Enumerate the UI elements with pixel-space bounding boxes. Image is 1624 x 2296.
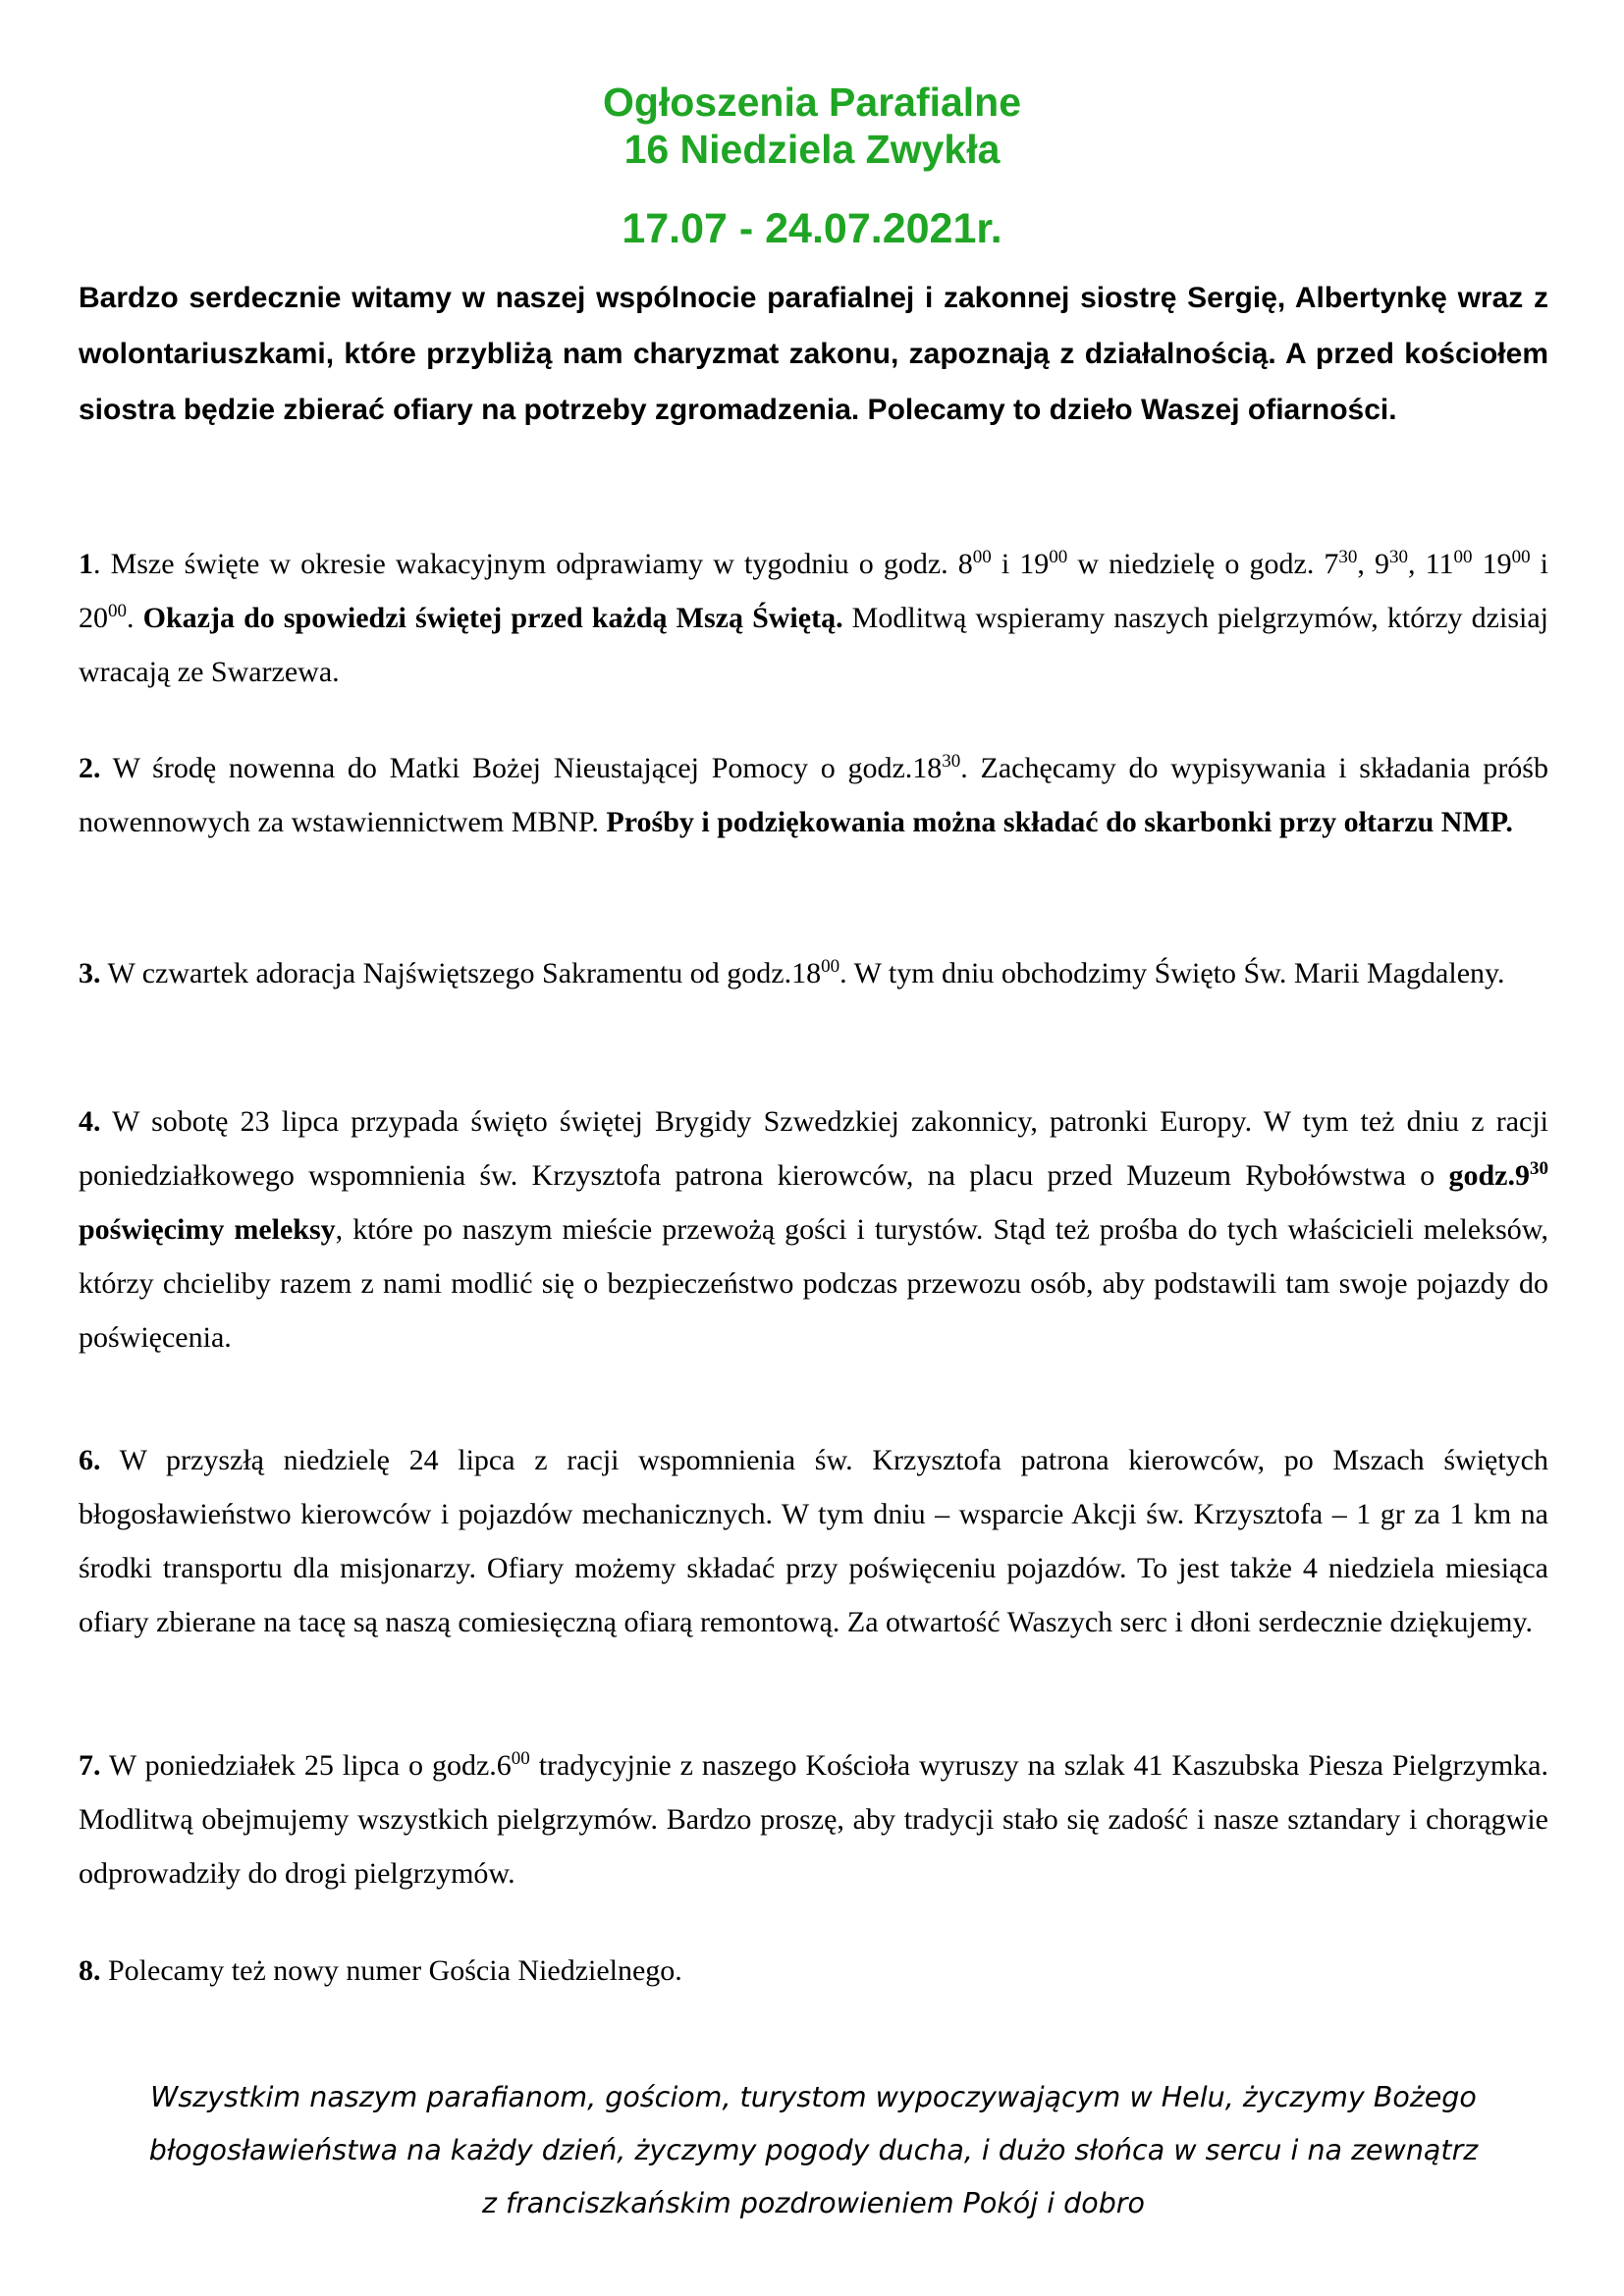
closing-line: Wszystkim naszym parafianom, gościom, turystom wypoczywającym w Helu, życzymy Bożego	[150, 2081, 1477, 2113]
item-number: 1	[79, 548, 93, 580]
closing-greeting	[79, 2071, 1548, 2230]
welcome-paragraph: Bardzo serdecznie witamy w naszej wspólnocie parafialnej i zakonnej siostrę Sergię, Albertynkę wraz z wolontariuszkami, które przybliżą nam charyzmat zakonu, zapoznają z działalnością. A przed kościołem siostra będzie zbierać ofiary na potrzeby zgromadzenia. Polecamy to dzieło Waszej ofiarności.	[79, 282, 1548, 426]
item-number: 6.	[79, 1444, 101, 1476]
page-subtitle: 16 Niedziela Zwykła	[623, 127, 1001, 172]
item-number: 7.	[79, 1749, 101, 1782]
date-range: 17.07 - 24.07.2021r.	[622, 205, 1002, 252]
closing-line: błogosławieństwa na każdy dzień, życzymy pogody ducha, i dużo słońca w sercu i na zewnątrz	[148, 2134, 1479, 2166]
closing-line: z franciszkańskim pozdrowieniem Pokój i dobro	[482, 2187, 1145, 2219]
item-number: 4.	[79, 1105, 101, 1138]
item-number: 2.	[79, 752, 101, 784]
blessing-note: poświęcimy meleksy	[79, 1213, 336, 1246]
announcement-1: 1. Msze święte w okresie wakacyjnym odprawiamy w tygodniu o godz. $8^{00}$ i $19^{00}$ w niedzielę o godz. $7^{30}$, $9^{30}$, $11^{00}$ $19^{00}$ i $20^{00}$. Okazja do spowiedzi świętej przed każdą Mszą Świętą. Modlitwą wspieramy naszych pielgrzymów, którzy dzisiaj wracają ze Swarzewa.	[79, 547, 1549, 688]
announcement-3: 3. W czwartek adoracja Najświętszego Sakramentu od $godz.18^{00}$. W tym dniu obchodzimy Święto Św. Marii Magdaleny.	[79, 956, 1505, 989]
announcement-4: 4. W sobotę 23 lipca przypada święto świętej Brygidy Szwedzkiej zakonnicy, patronki Europy. W tym też dniu z racji poniedziałkowego wspomnienia św. Krzysztofa patrona kierowców, na placu przed Muzeum Rybołówstwa o $godz.9^{30}$ poświęcimy meleksy, które po naszym mieście przewożą gości i turystów. Stąd też prośba do tych właścicieli meleksów, którzy chcieliby razem z nami modlić się o bezpieczeństwo podczas przewozu osób, aby podstawili tam swoje pojazdy do poświęcenia.	[79, 1105, 1549, 1354]
announcement-2: 2. W środę nowenna do Matki Bożej Nieustającej Pomocy o $godz.18^{30}$. Zachęcamy do wypisywania i składania próśb nowennowych za wstawiennictwem MBNP. Prośby i podziękowania można składać do skarbonki przy ołtarzu NMP.	[79, 751, 1548, 838]
item-number: 8.	[79, 1954, 101, 1987]
announcement-8: 8. Polecamy też nowy numer Gościa Niedzielnego.	[79, 1954, 682, 1987]
page-title: Ogłoszenia Parafialne	[602, 80, 1022, 125]
requests-note: Prośby i podziękowania można składać do skarbonki przy ołtarzu NMP.	[606, 806, 1513, 838]
item-number: 3.	[79, 957, 101, 989]
announcement-7: 7. W poniedziałek 25 lipca o $godz.6^{00}$ tradycyjnie z naszego Kościoła wyruszy na szlak 41 Kaszubska Piesza Pielgrzymka. Modlitwą obejmujemy wszystkich pielgrzymów. Bardzo proszę, aby tradycji stało się zadość i nasze sztandary i chorągwie odprowadziły do drogi pielgrzymów.	[79, 1748, 1548, 1890]
confession-note: Okazja do spowiedzi świętej przed każdą Mszą Świętą.	[142, 602, 843, 634]
announcement-6: 6. W przyszłą niedzielę 24 lipca z racji wspomnienia św. Krzysztofa patrona kierowców, po Mszach świętych błogosławieństwo kierowców i pojazdów mechanicznych. W tym dniu – wsparcie Akcji św. Krzysztofa – 1 gr za 1 km na środki transportu dla misjonarzy. Ofiary możemy składać przy poświęceniu pojazdów. To jest także 4 niedziela miesiąca ofiary zbierane na tacę są naszą comiesięczną ofiarą remontową. Za otwartość Waszych serc i dłoni serdecznie dziękujemy.	[79, 1444, 1548, 1638]
